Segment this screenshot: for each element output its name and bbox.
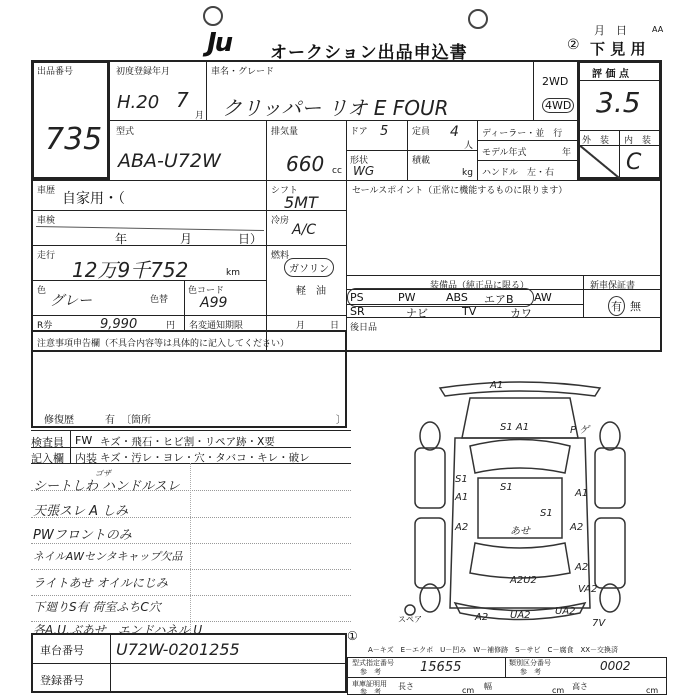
fuel-label: 燃料 bbox=[271, 251, 290, 261]
mileage-value: 12万9千752 bbox=[72, 258, 189, 282]
equip-navi: ナビ bbox=[406, 307, 428, 320]
equip-aw: AW bbox=[534, 291, 552, 304]
equip-sr: SR bbox=[350, 305, 365, 318]
chassis-circle: ① bbox=[347, 629, 358, 643]
handwritten-note-7: 各A.U.ぶあせ エンドハネル U bbox=[33, 623, 203, 637]
first-reg-month: 7 bbox=[176, 88, 189, 112]
aa-label: AA bbox=[652, 25, 664, 34]
first-reg-label: 初度登録年月 bbox=[116, 67, 171, 77]
color-code-label: 色コード bbox=[188, 286, 225, 296]
inspector-fw: FW bbox=[75, 434, 93, 447]
notes-label: 注意事項申告欄（不具合内容等は具体的に記入してください） bbox=[37, 339, 290, 349]
type-ref: 参 考 bbox=[360, 668, 381, 676]
equip-tv: TV bbox=[462, 305, 477, 318]
equip-ps: PS bbox=[350, 291, 364, 304]
light-oil-label: 軽 油 bbox=[296, 286, 326, 297]
mark-right-a2: A2 bbox=[570, 522, 584, 533]
fuel-value: ガソリン bbox=[284, 258, 334, 277]
color-value: グレー bbox=[50, 293, 92, 309]
mark-bottom-right-a2: A2 bbox=[575, 562, 589, 573]
class-value: 0002 bbox=[600, 659, 631, 673]
copy-number: ② bbox=[567, 37, 580, 53]
class-label: 類別区分番号 bbox=[509, 659, 551, 667]
type-label: 型式指定番号 bbox=[352, 659, 394, 667]
inspector-label: 検査員 bbox=[31, 436, 64, 449]
displacement-value: 660 bbox=[286, 152, 325, 176]
month-unit: 月 bbox=[195, 111, 205, 121]
equipment-header: 装備品（純正品に限る） bbox=[430, 281, 530, 291]
color-label: 色 bbox=[37, 286, 47, 296]
cert-label: 車庫証明用 bbox=[352, 680, 387, 688]
model-year-unit: 年 bbox=[562, 148, 572, 158]
recycle-label: R券 bbox=[37, 321, 53, 331]
yen-unit: 円 bbox=[166, 321, 176, 331]
exterior-slash bbox=[580, 146, 620, 179]
mark-p: P ゲ bbox=[570, 425, 590, 436]
color-code-value: A99 bbox=[200, 295, 228, 311]
interior-label: 内 装 bbox=[624, 136, 652, 146]
cc-unit: cc bbox=[332, 166, 342, 176]
mark-bottom-a2: A2 bbox=[475, 612, 489, 623]
door-value: 5 bbox=[380, 124, 389, 139]
history-label: 車歴 bbox=[37, 186, 56, 196]
ju-logo: Ju bbox=[207, 28, 232, 58]
date-labels: 月 日 bbox=[594, 24, 627, 37]
weight-label: 積載 bbox=[412, 156, 431, 166]
mark-right-a1: A1 bbox=[575, 488, 589, 499]
drive-4wd: 4WD bbox=[542, 98, 574, 113]
shape-value: WG bbox=[353, 164, 375, 178]
inspector-row2: キズ・汚レ・ヨレ・穴・タバコ・キレ・破レ bbox=[100, 452, 310, 464]
mark-rear-a2u2: A2U2 bbox=[510, 575, 537, 586]
ac-label: 冷房 bbox=[271, 216, 290, 226]
lot-box bbox=[31, 60, 110, 180]
legend: A－キズ E－エクボ U－凹み W－補修跡 S－サビ C－腐食 XX－交換済 bbox=[368, 646, 619, 654]
kg-unit: kg bbox=[462, 168, 473, 178]
recycle-value: 9,990 bbox=[100, 317, 138, 332]
entry-label: 記入欄 bbox=[31, 452, 64, 465]
car-name-value: クリッパー リオ E FOUR bbox=[222, 96, 449, 120]
displacement-label: 排気量 bbox=[271, 127, 299, 137]
equip-airbag: エアB bbox=[484, 293, 514, 306]
capacity-value: 4 bbox=[450, 124, 459, 140]
mark-7v: 7V bbox=[592, 618, 606, 628]
inspection-month: 月 bbox=[180, 232, 193, 246]
sales-point-label: セールスポイント（正常に機能するものに限ります） bbox=[352, 186, 568, 196]
equipment-row2 bbox=[350, 305, 550, 321]
mark-va2: VA2 bbox=[578, 584, 598, 595]
shape-label: 形状 bbox=[350, 156, 369, 166]
cert-ref: 参 考 bbox=[360, 688, 381, 696]
handwritten-note-3: PWフロントのみ bbox=[33, 528, 132, 543]
handwritten-note-6: 下廻りS有 荷室ふちC穴 bbox=[33, 600, 161, 614]
color-change-label: 色替 bbox=[150, 295, 169, 305]
door-label: ドア bbox=[350, 127, 368, 137]
tax-day: 日 bbox=[330, 321, 340, 331]
mark-center-s1: S1 bbox=[500, 482, 513, 493]
model-year-label: モデル年式 bbox=[482, 148, 527, 158]
type-value: 15655 bbox=[420, 660, 462, 675]
inspection-day: 日） bbox=[238, 232, 263, 246]
drive-2wd: 2WD bbox=[542, 75, 569, 88]
width-label: 幅 bbox=[484, 682, 492, 691]
inspection-label: 車検 bbox=[37, 216, 56, 226]
grade-value: 3.5 bbox=[596, 86, 641, 119]
car-name-label: 車名・グレード bbox=[211, 67, 275, 77]
model-value: ABA-U72W bbox=[118, 150, 221, 172]
mark-bottom-ua2b: UA2 bbox=[555, 606, 576, 617]
dealer-label: ディーラー・並 行 bbox=[482, 129, 563, 139]
shift-value: 5MT bbox=[284, 193, 318, 212]
history-value: 自家用・（ bbox=[62, 191, 125, 207]
mark-left-a1: A1 bbox=[455, 492, 469, 503]
repair-label: 修復歴 bbox=[44, 415, 74, 426]
height-label: 高さ bbox=[572, 682, 588, 691]
handwritten-note-2: 天張スレ A しみ bbox=[33, 504, 129, 519]
binder-hole-right bbox=[468, 9, 488, 29]
handwritten-note-4: ネイルAWセンタキャップ欠品 bbox=[33, 550, 183, 563]
repair-end: 〕 bbox=[336, 415, 346, 426]
spare-label: スペア bbox=[398, 615, 422, 624]
equip-abs: ABS bbox=[446, 291, 468, 304]
ac-value: A/C bbox=[292, 222, 317, 238]
equip-pw: PW bbox=[398, 291, 416, 304]
lot-label: 出品番号 bbox=[37, 67, 74, 77]
km-unit: km bbox=[226, 268, 240, 278]
mark-left-s1: S1 bbox=[455, 474, 468, 485]
handle-label: ハンドル 左・右 bbox=[482, 168, 555, 178]
tax-deadline-label: 名変通知期限 bbox=[189, 321, 244, 331]
note-extra: ゴザ bbox=[95, 469, 111, 478]
handwritten-note-1: シートしわ ハンドルスレ bbox=[33, 479, 180, 494]
mark-rear-s1: S1 bbox=[540, 508, 553, 519]
warranty-yes: 有 bbox=[608, 296, 625, 316]
mark-rear-ase: あせ bbox=[510, 526, 530, 537]
registration-label: 登録番号 bbox=[40, 674, 84, 687]
warranty-no: 無 bbox=[630, 300, 641, 313]
new-car-warranty-label: 新車保証書 bbox=[590, 281, 636, 291]
chassis-label: 車台番号 bbox=[40, 644, 84, 657]
form-title: オークション出品申込書 bbox=[270, 43, 468, 63]
shift-label: シフト bbox=[271, 186, 299, 196]
mark-left-a2: A2 bbox=[455, 522, 469, 533]
exterior-label: 外 装 bbox=[582, 136, 610, 146]
length-label: 長さ bbox=[398, 682, 414, 691]
length-cm: cm bbox=[462, 686, 475, 695]
repair-has: 有 bbox=[105, 415, 115, 426]
mileage-label: 走行 bbox=[37, 251, 56, 261]
inspector-row1: キズ・飛石・ヒビ割・リペア跡・X要 bbox=[100, 436, 275, 448]
height-cm: cm bbox=[646, 686, 659, 695]
grade-label: 評 価 点 bbox=[592, 69, 629, 80]
mark-bottom-ua2: UA2 bbox=[510, 610, 531, 621]
mark-front-bumper: A1 bbox=[490, 380, 504, 391]
chassis-value: U72W-0201255 bbox=[116, 640, 240, 659]
lot-value: 735 bbox=[45, 122, 103, 157]
interior-value: C bbox=[626, 150, 642, 175]
inspector-interior: 内装 bbox=[75, 452, 97, 465]
width-cm: cm bbox=[552, 686, 565, 695]
handwritten-note-5: ライトあせ オイルにじみ bbox=[33, 576, 168, 590]
first-reg-era: H.20 bbox=[117, 92, 160, 113]
model-label: 型式 bbox=[116, 127, 135, 137]
repair-part: 〔箇所 bbox=[121, 415, 151, 426]
mark-windshield: S1 A1 bbox=[500, 422, 530, 433]
copy-label: 下 見 用 bbox=[590, 40, 646, 58]
aftermarket-label: 後日品 bbox=[350, 323, 378, 333]
capacity-label: 定員 bbox=[412, 127, 431, 137]
tax-month: 月 bbox=[296, 321, 306, 331]
equip-leather: カワ bbox=[510, 307, 532, 320]
capacity-unit: 人 bbox=[464, 141, 474, 151]
inspection-year: 年 bbox=[115, 232, 128, 246]
car-diagram bbox=[400, 378, 640, 628]
binder-hole-left bbox=[203, 6, 223, 26]
class-ref: 参 考 bbox=[520, 668, 541, 676]
